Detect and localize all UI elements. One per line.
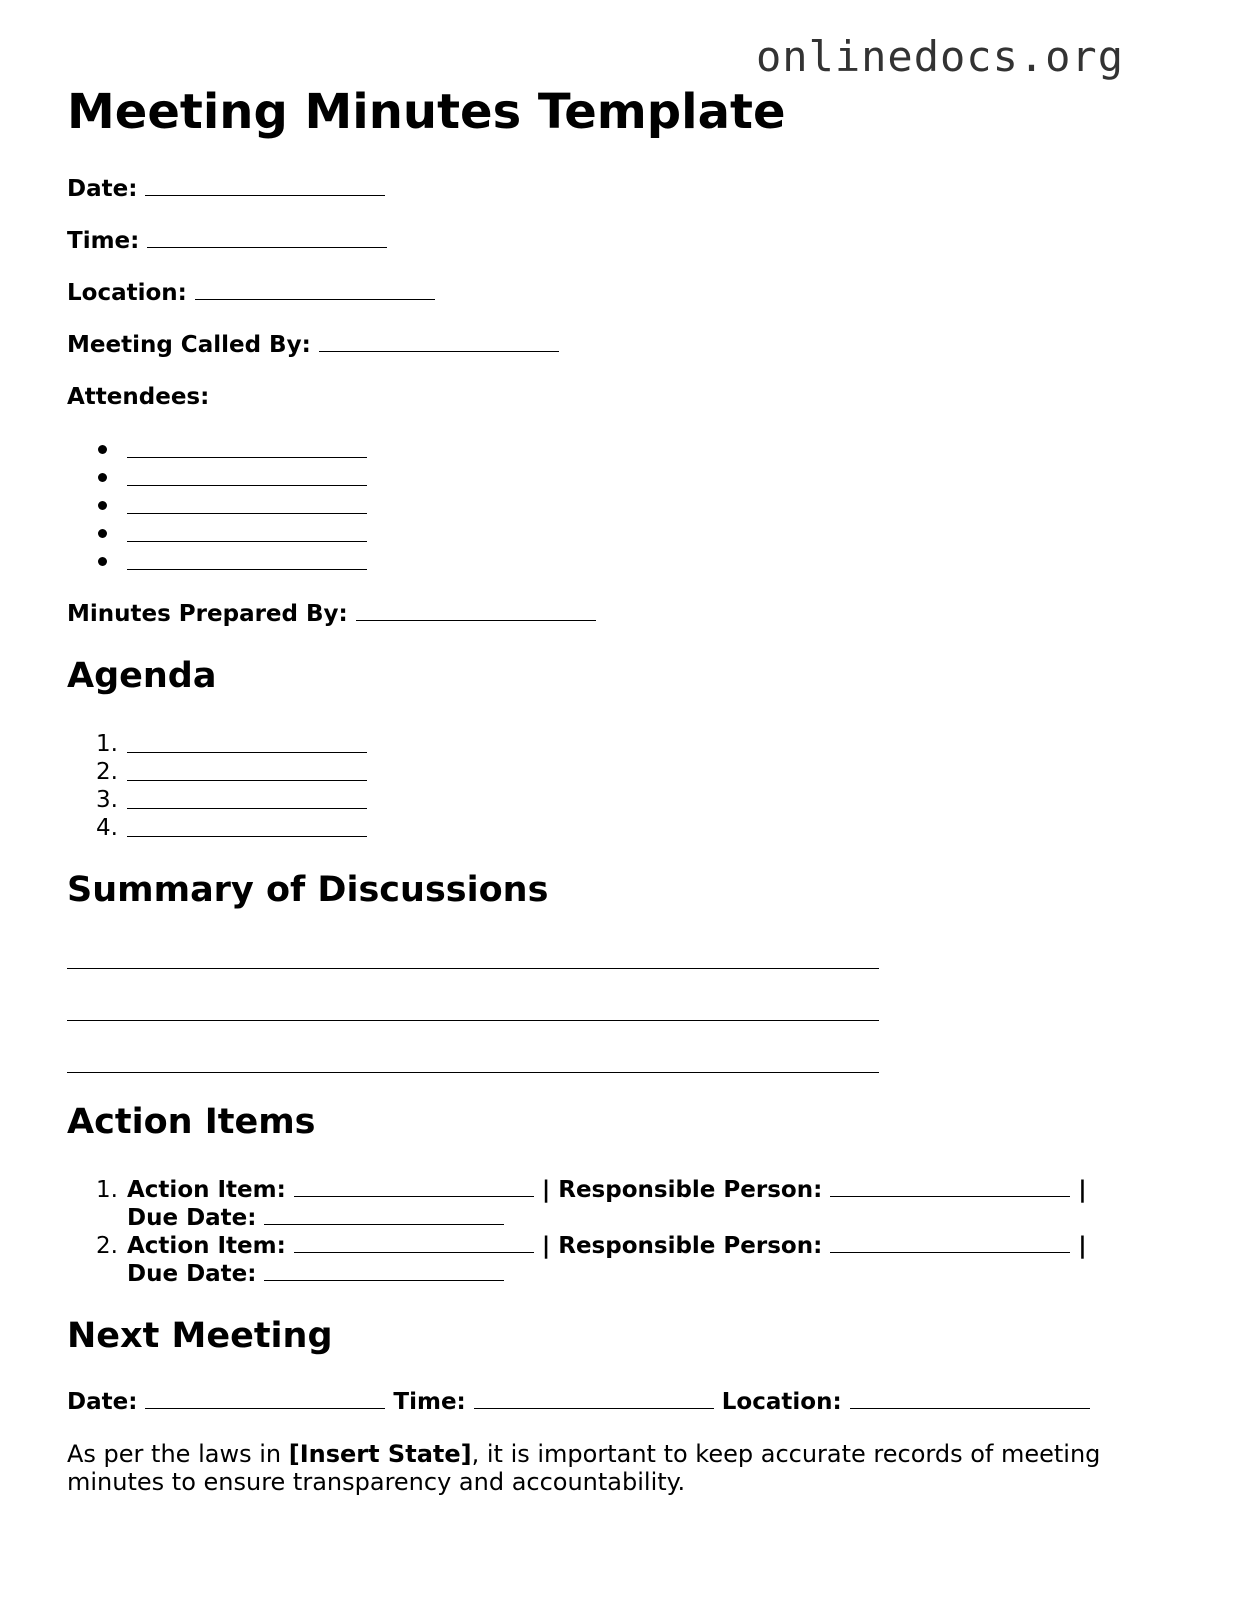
next-time-blank[interactable] xyxy=(474,1407,714,1409)
separator: | xyxy=(1078,1177,1087,1203)
attendee-blank[interactable] xyxy=(127,513,367,514)
called-by-blank[interactable] xyxy=(319,350,559,352)
attendee-blank[interactable] xyxy=(127,457,367,458)
agenda-blank[interactable] xyxy=(127,836,367,837)
action-number: 1. xyxy=(96,1177,118,1203)
action-item-blank[interactable] xyxy=(294,1195,534,1197)
bullet-icon xyxy=(98,445,107,454)
separator: | xyxy=(541,1233,551,1259)
responsible-label: Responsible Person: xyxy=(558,1177,823,1203)
action-item-label: Action Item: xyxy=(127,1177,286,1203)
summary-line[interactable] xyxy=(67,1072,879,1073)
footer-note xyxy=(67,1440,1167,1496)
summary-heading: Summary of Discussions xyxy=(67,870,549,910)
next-location-blank[interactable] xyxy=(850,1407,1090,1409)
separator: | xyxy=(541,1177,551,1203)
next-meeting-heading: Next Meeting xyxy=(67,1316,333,1356)
agenda-number: 2. xyxy=(96,759,118,785)
location-label: Location: xyxy=(67,280,187,306)
time-blank[interactable] xyxy=(147,246,387,248)
responsible-blank[interactable] xyxy=(830,1251,1070,1253)
bullet-icon xyxy=(98,557,107,566)
action-line xyxy=(127,1176,1087,1204)
next-location-label: Location: xyxy=(721,1389,842,1415)
location-blank[interactable] xyxy=(195,298,435,300)
agenda-number: 4. xyxy=(96,815,118,841)
next-time-label: Time: xyxy=(393,1389,466,1415)
attendee-blank[interactable] xyxy=(127,569,367,570)
next-date-blank[interactable] xyxy=(145,1407,385,1409)
footer-state: [Insert State] xyxy=(288,1440,472,1468)
bullet-icon xyxy=(98,473,107,482)
separator: | xyxy=(1078,1233,1087,1259)
action-item-blank[interactable] xyxy=(294,1251,534,1253)
time-label: Time: xyxy=(67,228,140,254)
next-meeting-fields xyxy=(67,1391,1090,1414)
location-field xyxy=(67,282,435,305)
action-item-label: Action Item: xyxy=(127,1233,286,1259)
due-date-blank[interactable] xyxy=(264,1279,504,1281)
agenda-blank[interactable] xyxy=(127,808,367,809)
attendee-blank[interactable] xyxy=(127,485,367,486)
summary-line[interactable] xyxy=(67,1020,879,1021)
due-line xyxy=(127,1260,504,1288)
action-number: 2. xyxy=(96,1233,118,1259)
page-title: Meeting Minutes Template xyxy=(67,84,786,140)
action-items-heading: Action Items xyxy=(67,1102,316,1142)
prepared-by-label: Minutes Prepared By: xyxy=(67,601,348,627)
agenda-heading: Agenda xyxy=(67,656,217,696)
prepared-by-blank[interactable] xyxy=(356,619,596,621)
date-blank[interactable] xyxy=(145,194,385,196)
due-date-label: Due Date: xyxy=(127,1261,257,1287)
attendees-heading: Attendees: xyxy=(67,384,210,410)
summary-line[interactable] xyxy=(67,968,879,969)
date-label: Date: xyxy=(67,176,138,202)
date-field xyxy=(67,178,385,201)
agenda-blank[interactable] xyxy=(127,752,367,753)
agenda-number: 3. xyxy=(96,787,118,813)
watermark: onlinedocs.org xyxy=(756,32,1125,81)
time-field xyxy=(67,230,387,253)
agenda-number: 1. xyxy=(96,731,118,757)
called-by-label: Meeting Called By: xyxy=(67,332,311,358)
responsible-label: Responsible Person: xyxy=(558,1233,823,1259)
due-line xyxy=(127,1204,504,1232)
bullet-icon xyxy=(98,501,107,510)
action-line xyxy=(127,1232,1087,1260)
attendee-blank[interactable] xyxy=(127,541,367,542)
prepared-by-field xyxy=(67,603,596,626)
footer-prefix: As per the laws in xyxy=(67,1440,289,1468)
footer-suffix: , it is important to keep accurate records of meeting minutes to ensure transparency and accountability. xyxy=(67,1440,1101,1496)
next-date-label: Date: xyxy=(67,1389,138,1415)
due-date-label: Due Date: xyxy=(127,1205,257,1231)
bullet-icon xyxy=(98,529,107,538)
agenda-blank[interactable] xyxy=(127,780,367,781)
called-by-field xyxy=(67,334,559,357)
due-date-blank[interactable] xyxy=(264,1223,504,1225)
responsible-blank[interactable] xyxy=(830,1195,1070,1197)
